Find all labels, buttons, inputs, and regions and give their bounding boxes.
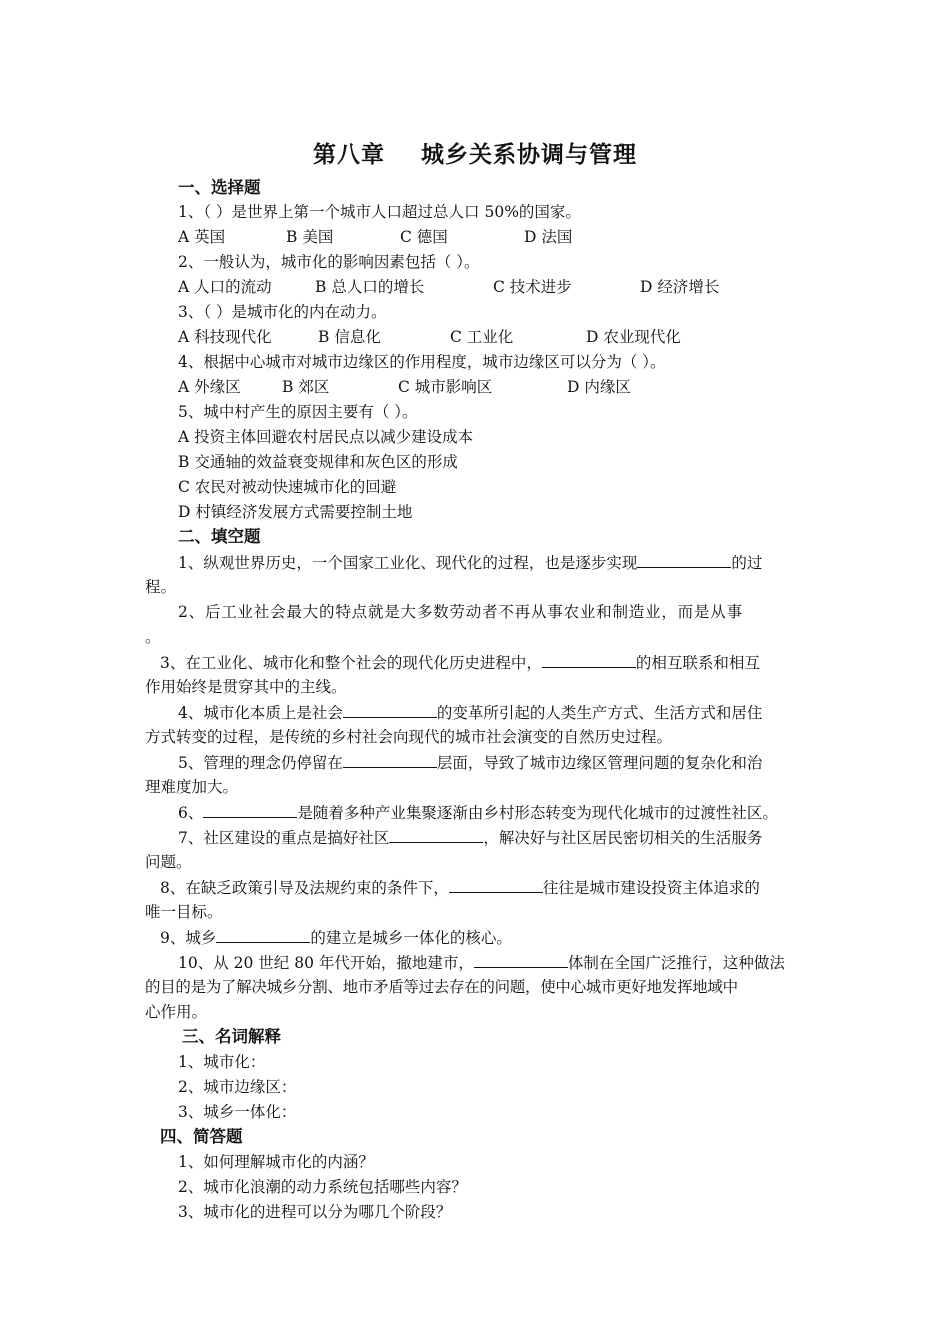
option-b: B 交通轴的效益衰变规律和灰色区的形成 xyxy=(178,453,458,471)
fill-q10-line1 xyxy=(178,952,785,973)
option-c: C 城市影响区 xyxy=(398,378,493,396)
fill-q7-text-a: 7、社区建设的重点是搞好社区 xyxy=(178,829,390,847)
fill-q9-text-a: 9、城乡 xyxy=(160,929,217,947)
fill-q7-text-b: ，解决好与社区居民密切相关的生活服务 xyxy=(483,829,763,847)
fill-q2-line1: 2、后工业社会最大的特点就是大多数劳动者不再从事农业和制造业，而是从事 xyxy=(178,603,743,621)
fill-q9-line1 xyxy=(160,927,512,948)
definition-item: 1、城市化： xyxy=(178,1053,266,1071)
fill-q10-line3: 心作用。 xyxy=(145,1003,208,1021)
option-d: D 农业现代化 xyxy=(586,328,681,346)
answer-blank[interactable] xyxy=(474,952,568,968)
option-d: D 法国 xyxy=(524,228,573,246)
page-title: 第八章 城乡关系协调与管理 xyxy=(312,141,638,168)
option-b: B 信息化 xyxy=(318,328,381,346)
option-b: B 郊区 xyxy=(282,378,330,396)
option-c: C 技术进步 xyxy=(493,278,572,296)
choice-q1-options xyxy=(178,227,778,247)
fill-q3-text-b: 的相互联系和相互 xyxy=(635,654,760,672)
fill-q8-line1 xyxy=(160,877,760,898)
definition-item: 2、城市边缘区： xyxy=(178,1078,297,1096)
option-a: A 外缘区 xyxy=(178,378,241,396)
fill-q4-text-a: 4、城市化本质上是社会 xyxy=(178,704,343,722)
fill-q4-line2: 方式转变的过程，是传统的乡村社会向现代的城市社会演变的自然历史过程。 xyxy=(145,728,673,746)
short-answer-item: 3、城市化的进程可以分为哪几个阶段？ xyxy=(178,1203,452,1221)
section-heading-choice: 一、选择题 xyxy=(178,178,261,197)
option-a: A 投资主体回避农村居民点以减少建设成本 xyxy=(178,428,474,446)
fill-q5-line1 xyxy=(178,752,762,773)
choice-q1: 1、（ ）是世界上第一个城市人口超过总人口 50%的国家。 xyxy=(178,203,581,221)
choice-q3-options xyxy=(178,327,778,347)
fill-q10-line2: 的目的是为了解决城乡分割、地市矛盾等过去存在的问题，使中心城市更好地发挥地域中 xyxy=(145,978,738,996)
choice-q3: 3、（ ）是城市化的内在动力。 xyxy=(178,303,387,321)
fill-q6-text-b: 是随着多种产业集聚逐渐由乡村形态转变为现代化城市的过渡性社区。 xyxy=(297,804,778,822)
option-a: A 科技现代化 xyxy=(178,328,272,346)
choice-q2: 2、一般认为，城市化的影响因素包括（ ）。 xyxy=(178,253,480,271)
fill-q5-text-a: 5、管理的理念仍停留在 xyxy=(178,754,343,772)
option-c: C 农民对被动快速城市化的回避 xyxy=(178,478,397,496)
fill-q8-text-b: 往往是城市建设投资主体追求的 xyxy=(542,879,760,897)
fill-q10-text-a: 10、从 20 世纪 80 年代开始，撤地建市， xyxy=(178,954,474,972)
answer-blank[interactable] xyxy=(216,927,310,943)
fill-q3-line1 xyxy=(160,652,760,673)
fill-q6-line1 xyxy=(178,802,778,823)
fill-q4-line1 xyxy=(178,702,762,723)
fill-q9-text-b: 的建立是城乡一体化的核心。 xyxy=(310,929,512,947)
fill-q2-line2: 。 xyxy=(145,628,161,646)
option-a: A 人口的流动 xyxy=(178,278,272,296)
fill-q7-line2: 问题。 xyxy=(145,853,192,871)
section-heading-definitions: 三、名词解释 xyxy=(182,1027,281,1046)
fill-q1-text-b: 的过 xyxy=(731,554,763,572)
fill-q5-line2: 理难度加大。 xyxy=(145,778,239,796)
answer-blank[interactable] xyxy=(343,752,437,768)
fill-q7-line1 xyxy=(178,827,762,848)
answer-blank[interactable] xyxy=(542,652,636,668)
answer-blank[interactable] xyxy=(389,827,483,843)
choice-q5: 5、城中村产生的原因主要有（ ）。 xyxy=(178,403,418,421)
fill-q10-text-b: 体制在全国广泛推行，这种做法 xyxy=(567,954,785,972)
fill-q3-line2: 作用始终是贯穿其中的主线。 xyxy=(145,678,347,696)
option-d: D 村镇经济发展方式需要控制土地 xyxy=(178,503,413,521)
choice-q2-options xyxy=(178,277,778,297)
fill-q8-text-a: 8、在缺乏政策引导及法规约束的条件下， xyxy=(160,879,449,897)
choice-q4: 4、根据中心城市对城市边缘区的作用程度，城市边缘区可以分为（ ）。 xyxy=(178,353,666,371)
option-d: D 内缘区 xyxy=(567,378,631,396)
answer-blank[interactable] xyxy=(449,877,543,893)
fill-q8-line2: 唯一目标。 xyxy=(145,903,223,921)
fill-q5-text-b: 层面，导致了城市边缘区管理问题的复杂化和治 xyxy=(436,754,763,772)
fill-q1-line1 xyxy=(178,552,762,573)
answer-blank[interactable] xyxy=(637,552,731,568)
answer-blank[interactable] xyxy=(203,802,297,818)
definition-item: 3、城乡一体化： xyxy=(178,1103,297,1121)
short-answer-item: 2、城市化浪潮的动力系统包括哪些内容？ xyxy=(178,1178,467,1196)
answer-blank[interactable] xyxy=(343,702,437,718)
option-b: B 总人口的增长 xyxy=(315,278,425,296)
option-a: A 英国 xyxy=(178,228,226,246)
fill-q3-text-a: 3、在工业化、城市化和整个社会的现代化历史进程中， xyxy=(160,654,542,672)
short-answer-item: 1、如何理解城市化的内涵？ xyxy=(178,1153,374,1171)
fill-q1-line2: 程。 xyxy=(145,578,177,596)
option-d: D 经济增长 xyxy=(640,278,720,296)
section-heading-fill: 二、填空题 xyxy=(178,527,261,546)
option-b: B 美国 xyxy=(286,228,334,246)
fill-q1-text-a: 1、纵观世界历史，一个国家工业化、现代化的过程，也是逐步实现 xyxy=(178,554,638,572)
section-heading-short-answer: 四、简答题 xyxy=(160,1127,243,1146)
option-c: C 德国 xyxy=(400,228,448,246)
fill-q6-text-a: 6、 xyxy=(178,804,204,822)
fill-q4-text-b: 的变革所引起的人类生产方式、生活方式和居住 xyxy=(436,704,763,722)
choice-q4-options xyxy=(178,377,778,397)
option-c: C 工业化 xyxy=(450,328,514,346)
